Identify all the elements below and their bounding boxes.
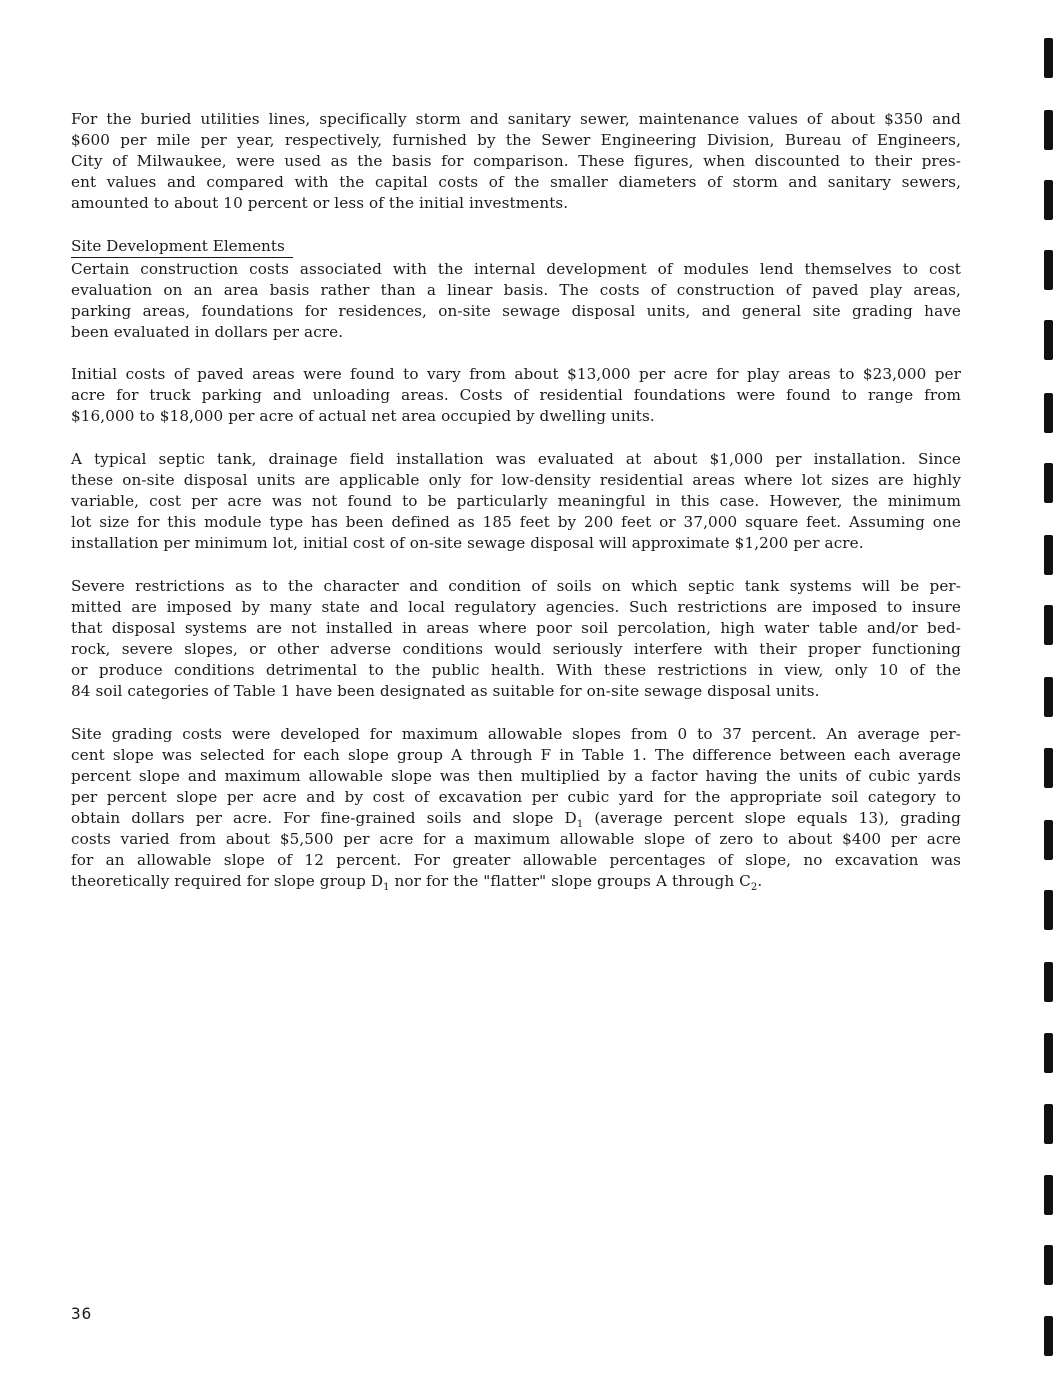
- text-fragment: obtain dollars per acre. For fine-grained soils and slope D: [71, 809, 577, 827]
- text-fragment: (average percent slope equals 13), grading: [583, 809, 961, 827]
- binding-mark: [1044, 180, 1053, 220]
- text-line: ent values and compared with the capital costs of the smaller diameters of storm and sanitary sewers,: [71, 173, 961, 191]
- text-fragment: theoretically required for slope group D: [71, 872, 384, 890]
- binding-mark: [1044, 820, 1053, 860]
- text-line: cent slope was selected for each slope group A through F in Table 1. The difference between each average: [71, 746, 961, 764]
- text-line: installation per minimum lot, initial cost of on-site sewage disposal will approximate $1,200 per acre.: [71, 534, 864, 552]
- text-line: [71, 808, 961, 829]
- text-line: A typical septic tank, drainage field installation was evaluated at about $1,000 per installation. Since: [71, 450, 961, 468]
- text-fragment: nor for the "flatter" slope groups A through C: [389, 872, 751, 890]
- paragraph-sewer-maintenance: [71, 109, 961, 214]
- text-line: acre for truck parking and unloading areas. Costs of residential foundations were found to range from: [71, 386, 961, 404]
- text-line: rock, severe slopes, or other adverse conditions would seriously interfere with their proper functioning: [71, 640, 961, 658]
- text-line: For the buried utilities lines, specifically storm and sanitary sewer, maintenance values of about $350 and: [71, 110, 961, 128]
- text-line: Initial costs of paved areas were found to vary from about $13,000 per acre for play areas to $23,000 per: [71, 365, 961, 383]
- text-fragment: .: [757, 872, 763, 890]
- paragraph-site-grading: [71, 724, 961, 892]
- text-line: evaluation on an area basis rather than a linear basis. The costs of construction of paved play areas,: [71, 281, 961, 299]
- binding-mark: [1044, 110, 1053, 150]
- text-line: 84 soil categories of Table 1 have been designated as suitable for on-site sewage disposal units.: [71, 682, 820, 700]
- text-line: or produce conditions detrimental to the public health. With these restrictions in view, only 10 of the: [71, 661, 961, 679]
- binding-mark: [1044, 677, 1053, 717]
- text-line: percent slope and maximum allowable slope was then multiplied by a factor having the units of cubic yards: [71, 767, 961, 785]
- text-line: $600 per mile per year, respectively, furnished by the Sewer Engineering Division, Bureau of Engineers,: [71, 131, 961, 149]
- text-line: Certain construction costs associated with the internal development of modules lend themselves to cost: [71, 260, 961, 278]
- paragraph-soil-restrictions: [71, 576, 961, 702]
- binding-mark: [1044, 393, 1053, 433]
- binding-mark: [1044, 250, 1053, 290]
- text-line: for an allowable slope of 12 percent. For greater allowable percentages of slope, no excavation was: [71, 851, 961, 869]
- text-line: City of Milwaukee, were used as the basis for comparison. These figures, when discounted to their pres-: [71, 152, 961, 170]
- text-line: Site grading costs were developed for maximum allowable slopes from 0 to 37 percent. An average per-: [71, 725, 961, 743]
- binding-marks: [1040, 0, 1056, 1380]
- section-heading: Site Development Elements: [71, 236, 293, 258]
- text-line: these on-site disposal units are applicable only for low-density residential areas where lot sizes are highly: [71, 471, 961, 489]
- binding-mark: [1044, 1316, 1053, 1356]
- text-line: per percent slope per acre and by cost of excavation per cubic yard for the appropriate soil category to: [71, 788, 961, 806]
- paragraph-paved-areas: [71, 364, 961, 427]
- binding-mark: [1044, 1245, 1053, 1285]
- text-line: variable, cost per acre was not found to be particularly meaningful in this case. However, the minimum: [71, 492, 961, 510]
- binding-mark: [1044, 605, 1053, 645]
- text-line: costs varied from about $5,500 per acre for a maximum allowable slope of zero to about $400 per acre: [71, 830, 961, 848]
- page-number: 36: [71, 1304, 93, 1323]
- binding-mark: [1044, 320, 1053, 360]
- binding-mark: [1044, 890, 1053, 930]
- text-line: amounted to about 10 percent or less of the initial investments.: [71, 194, 569, 212]
- paragraph-site-development: [71, 259, 961, 343]
- text-line: [71, 871, 961, 892]
- subscript: 1: [383, 882, 390, 893]
- text-line: parking areas, foundations for residences, on-site sewage disposal units, and general site grading have: [71, 302, 961, 320]
- binding-mark: [1044, 535, 1053, 575]
- binding-mark: [1044, 1175, 1053, 1215]
- binding-mark: [1044, 463, 1053, 503]
- text-line: that disposal systems are not installed in areas where poor soil percolation, high water table and/or bed-: [71, 619, 961, 637]
- binding-mark: [1044, 962, 1053, 1002]
- text-line: $16,000 to $18,000 per acre of actual net area occupied by dwelling units.: [71, 407, 655, 425]
- text-line: Severe restrictions as to the character and condition of soils on which septic tank systems will be per-: [71, 577, 961, 595]
- binding-mark: [1044, 38, 1053, 78]
- text-line: mitted are imposed by many state and local regulatory agencies. Such restrictions are imposed to insure: [71, 598, 961, 616]
- text-line: lot size for this module type has been defined as 185 feet by 200 feet or 37,000 square feet. Assuming one: [71, 513, 961, 531]
- subscript: 1: [576, 819, 584, 830]
- paragraph-septic-tank: [71, 449, 961, 554]
- binding-mark: [1044, 1104, 1053, 1144]
- binding-mark: [1044, 748, 1053, 788]
- text-line: been evaluated in dollars per acre.: [71, 323, 344, 341]
- binding-mark: [1044, 1033, 1053, 1073]
- subscript: 2: [750, 882, 758, 893]
